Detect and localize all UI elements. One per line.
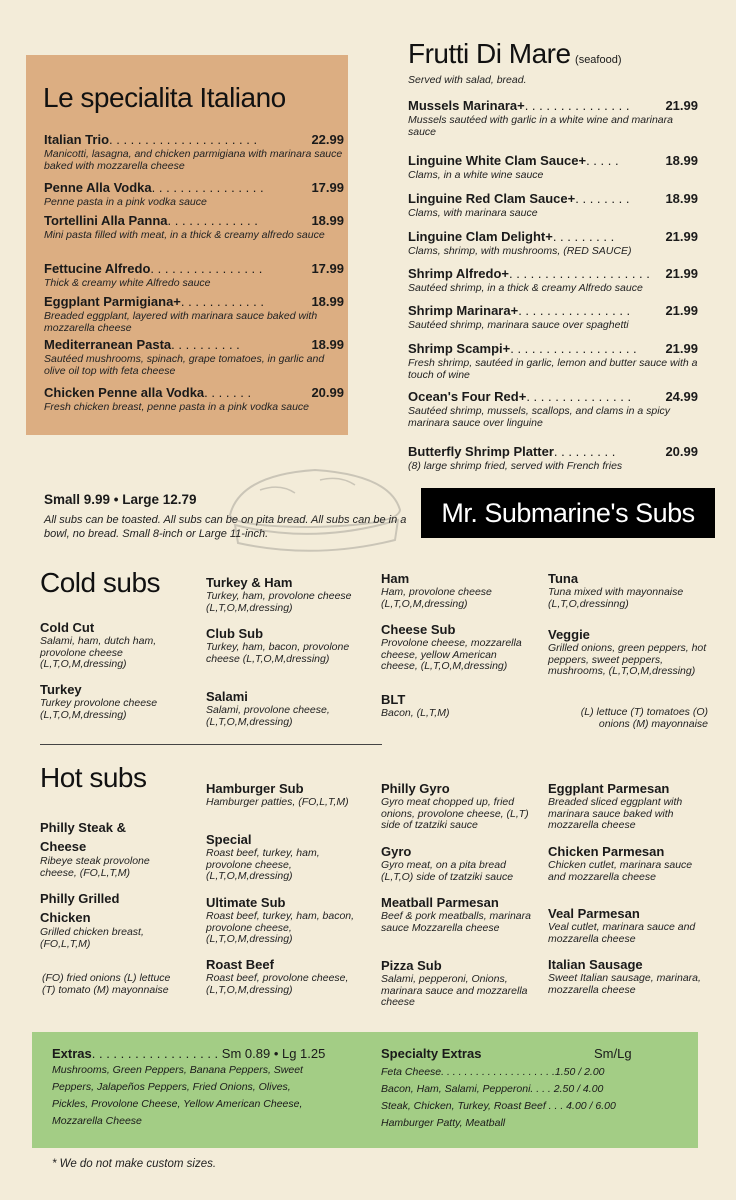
- subs-banner: Mr. Submarine's Subs: [421, 488, 715, 538]
- menu-item-name: Italian Trio: [44, 132, 110, 147]
- seafood-title-note: (seafood): [575, 54, 622, 66]
- menu-item-name-line: [408, 229, 614, 245]
- menu-item-name: Shrimp Scampi+: [408, 341, 511, 356]
- sub-description: Salami, provolone cheese, (L,T,O,M,dressing): [206, 704, 330, 728]
- seafood-menu-item: [408, 98, 698, 138]
- menu-item-row: [44, 132, 344, 148]
- cold-sub-item: [206, 575, 356, 614]
- menu-item-name: Butterfly Shrimp Platter: [408, 444, 554, 459]
- menu-item-price: 20.99: [665, 444, 698, 459]
- menu-item-name: Tortellini Alla Panna: [44, 213, 168, 228]
- menu-item-description: Clams, with marinara sauce: [408, 207, 538, 219]
- extras-dots: . . . . . . . . . . . . . . . . . .: [91, 1046, 219, 1061]
- cold-sub-item: [548, 627, 708, 678]
- sub-description: Salami, ham, dutch ham, provolone cheese (L,T,O,M,dressing): [40, 635, 157, 670]
- cold-sub-item: [381, 571, 531, 610]
- sub-name: Roast Beef: [206, 957, 274, 972]
- sub-description: Turkey, ham, provolone cheese (L,T,O,M,dressing): [206, 590, 352, 614]
- menu-item-row: [408, 389, 698, 405]
- menu-item-dots: . . . . . . . . .: [553, 444, 616, 459]
- sub-description: Gyro meat chopped up, fried onions, provolone cheese, (L,T) side of tzatziki sauce: [381, 796, 529, 831]
- menu-item-name-line: [44, 180, 264, 196]
- menu-item-price: 20.99: [311, 385, 344, 400]
- seafood-menu-item: [408, 444, 698, 472]
- menu-item-name-line: [408, 389, 631, 405]
- sub-name: Turkey & Ham: [206, 575, 293, 590]
- menu-item-dots: . . . . . . . . . . . . . . . . . . . .: [509, 266, 650, 281]
- hot-sub-item: [206, 957, 361, 996]
- menu-item-price: 21.99: [665, 98, 698, 113]
- seafood-title: Frutti Di Mare: [408, 38, 571, 69]
- menu-item-dots: . . . . . . . . . . . . . . .: [526, 389, 632, 404]
- menu-item-row: [408, 229, 698, 245]
- menu-item-description: Clams, shrimp, with mushrooms, (RED SAUCE): [408, 245, 632, 257]
- extras-desc-line: Peppers, Jalapeños Peppers, Fried Onions, Olives,: [52, 1081, 291, 1093]
- extras-desc-line: Mushrooms, Green Peppers, Banana Peppers, Sweet: [52, 1064, 303, 1076]
- sub-description: Grilled chicken breast, (FO,L,T,M): [40, 926, 144, 950]
- specialty-extras-title: Specialty Extras: [381, 1046, 482, 1061]
- hot-sub-item: [381, 958, 536, 1009]
- menu-item-row: [44, 385, 344, 401]
- sub-description: Veal cutlet, marinara sauce and mozzarella cheese: [548, 921, 696, 945]
- menu-item-description: Clams, in a white wine sauce: [408, 169, 544, 181]
- seafood-heading: [408, 38, 622, 70]
- seafood-menu-item: [408, 153, 698, 181]
- hot-subs-legend: (FO) fried onions (L) lettuce (T) tomato (M) mayonnaise: [42, 972, 171, 996]
- menu-item-description: Penne pasta in a pink vodka sauce: [44, 196, 207, 208]
- menu-item-row: [44, 180, 344, 196]
- menu-item-row: [408, 341, 698, 357]
- specialty-extra-item: Feta Cheese. . . . . . . . . . . . . . . . . . . .1.50 / 2.00: [381, 1066, 605, 1078]
- extras-desc-line: Pickles, Provolone Cheese, Yellow American Cheese,: [52, 1098, 303, 1110]
- extras-description: [52, 1062, 303, 1130]
- menu-item-row: [44, 213, 344, 229]
- menu-item-row: [408, 303, 698, 319]
- menu-item-dots: . . . . . . . . . .: [171, 337, 240, 352]
- sub-description: Breaded sliced eggplant with marinara sauce baked with mozzarella cheese: [548, 796, 683, 831]
- sub-description: Gyro meat, on a pita bread (L,T,O) side of tzatziki sauce: [381, 859, 514, 883]
- menu-item-name: Penne Alla Vodka: [44, 180, 152, 195]
- sub-name: Chicken Parmesan: [548, 844, 665, 859]
- sub-name: Veggie: [548, 627, 590, 642]
- sub-name: Salami: [206, 689, 248, 704]
- italiano-title: Le specialita Italiano: [43, 82, 286, 113]
- sub-name: Veal Parmesan: [548, 906, 640, 921]
- seafood-menu-item: [408, 341, 698, 381]
- italiano-menu-item: [44, 132, 344, 172]
- menu-item-name-line: [408, 444, 615, 460]
- sub-description: Salami, pepperoni, Onions, marinara sauce and mozzarella cheese: [381, 973, 528, 1008]
- menu-item-row: [408, 266, 698, 282]
- footnote: * We do not make custom sizes.: [52, 1158, 217, 1170]
- menu-item-price: 17.99: [311, 261, 344, 276]
- sub-description: Roast beef, provolone cheese,(L,T,O,M,dressing): [206, 972, 349, 996]
- menu-item-description: Breaded eggplant, layered with marinara sauce baked with mozzarella cheese: [44, 310, 318, 334]
- menu-item-name-line: [408, 341, 637, 357]
- subs-note: All subs can be toasted. All subs can be on pita bread. All subs can be in a bowl, no bread. Small 8-inch or Large 11-inch.: [44, 514, 407, 540]
- sub-name: Eggplant Parmesan: [548, 781, 670, 796]
- menu-item-description: Sautéed shrimp, mussels, scallops, and clams in a spicy marinara sauce over linguine: [408, 405, 671, 429]
- menu-item-dots: . . . . . . . . . . . . . . . .: [518, 303, 631, 318]
- sub-description: Roast beef, turkey, ham, bacon, provolone cheese, (L,T,O,M,dressing): [206, 910, 355, 945]
- sub-description: Turkey provolone cheese (L,T,O,M,dressing): [40, 697, 158, 721]
- seafood-menu-item: [408, 266, 698, 294]
- menu-item-name: Shrimp Marinara+: [408, 303, 519, 318]
- menu-item-description: (8) large shrimp fried, served with French fries: [408, 460, 623, 472]
- hot-subs-title: Hot subs: [40, 762, 147, 793]
- cold-subs-title: Cold subs: [40, 567, 161, 598]
- hot-sub-item: [381, 895, 536, 934]
- menu-item-dots: . . . . . . . . . . . . .: [167, 213, 258, 228]
- hot-sub-item: [206, 832, 361, 883]
- menu-item-description: Sautéed shrimp, marinara sauce over spaghetti: [408, 319, 629, 331]
- hot-sub-item: [548, 906, 703, 945]
- seafood-menu-item: [408, 303, 698, 331]
- seafood-menu-item: [408, 191, 698, 219]
- menu-item-dots: . . . . . . .: [204, 385, 252, 400]
- hot-sub-item: [548, 781, 703, 832]
- menu-item-dots: . . . . . . . . . . . . . . . .: [150, 261, 263, 276]
- sub-description: Roast beef, turkey, ham, provolone cheese, (L,T,O,M,dressing): [206, 847, 320, 882]
- menu-item-name-line: [408, 98, 629, 114]
- sub-name: Meatball Parmesan: [381, 895, 499, 910]
- extras-desc-line: Mozzarella Cheese: [52, 1115, 142, 1127]
- menu-item-dots: . . . . . . . . . . . . . . . . . .: [510, 341, 637, 356]
- menu-item-name: Linguine Clam Delight+: [408, 229, 553, 244]
- extras-price: Sm 0.89 • Lg 1.25: [221, 1046, 326, 1061]
- extras-name: Extras: [52, 1046, 92, 1061]
- cold-sub-item: [381, 622, 531, 673]
- menu-item-price: 18.99: [665, 191, 698, 206]
- menu-item-name: Linguine White Clam Sauce+: [408, 153, 587, 168]
- menu-item-row: [408, 98, 698, 114]
- menu-item-price: 21.99: [665, 266, 698, 281]
- menu-item-price: 24.99: [665, 389, 698, 404]
- menu-item-name: Eggplant Parmigiana+: [44, 294, 181, 309]
- menu-item-price: 21.99: [665, 341, 698, 356]
- sub-name: Pizza Sub: [381, 958, 442, 973]
- menu-item-name-line: [44, 294, 264, 310]
- sub-description: Ribeye steak provolone cheese, (FO,L,T,M): [40, 855, 150, 879]
- sub-name: Italian Sausage: [548, 957, 643, 972]
- sub-name: Ham: [381, 571, 410, 586]
- italiano-menu-item: [44, 337, 344, 377]
- sub-description: Hamburger patties, (FO,L,T,M): [206, 796, 349, 808]
- menu-item-description: Sautéed mushrooms, spinach, grape tomatoes, in garlic and olive oil top with feta cheese: [44, 353, 325, 377]
- cold-sub-item: [40, 682, 190, 721]
- italiano-menu-item: [44, 385, 344, 413]
- menu-item-price: 18.99: [311, 294, 344, 309]
- cold-sub-item: [206, 689, 356, 728]
- cold-sub-item: [206, 626, 356, 665]
- menu-item-name-line: [408, 266, 650, 282]
- menu-item-price: 17.99: [311, 180, 344, 195]
- menu-item-name-line: [408, 191, 629, 207]
- menu-item-row: [408, 191, 698, 207]
- menu-item-name: Mussels Marinara+: [408, 98, 525, 113]
- sub-name: Philly Grilled Chicken: [40, 891, 120, 925]
- menu-item-row: [44, 261, 344, 277]
- menu-item-price: 21.99: [665, 303, 698, 318]
- sub-name: BLT: [381, 692, 406, 707]
- sub-description: Provolone cheese, mozzarella cheese, yellow American cheese, (L,T,O,M,dressing): [381, 637, 522, 672]
- menu-item-name-line: [44, 261, 262, 277]
- hot-sub-item: [381, 781, 536, 832]
- hot-sub-item: [548, 957, 703, 996]
- menu-item-name-line: [44, 132, 257, 148]
- sub-description: Beef & pork meatballs, marinara sauce Mozzarella cheese: [381, 910, 531, 934]
- seafood-menu-item: [408, 229, 698, 257]
- hot-sub-item: [40, 889, 168, 950]
- sub-description: Ham, provolone cheese (L,T,O,M,dressing): [381, 586, 492, 610]
- cold-subs-legend: (L) lettuce (T) tomatoes (O) onions (M) mayonnaise: [580, 706, 708, 730]
- menu-item-dots: . . . . . . . . . . . .: [180, 294, 264, 309]
- menu-item-name-line: [44, 213, 258, 229]
- sub-name: Hamburger Sub: [206, 781, 304, 796]
- specialty-extra-item: Bacon, Ham, Salami, Pepperoni. . . . 2.50 / 4.00: [381, 1083, 604, 1095]
- menu-item-name: Mediterranean Pasta: [44, 337, 172, 352]
- seafood-subtitle: Served with salad, bread.: [408, 74, 527, 86]
- sub-name: Cold Cut: [40, 620, 95, 635]
- sub-description: Chicken cutlet, marinara sauce and mozzarella cheese: [548, 859, 693, 883]
- specialty-extra-item: Steak, Chicken, Turkey, Roast Beef . . . 4.00 / 6.00: [381, 1100, 616, 1112]
- menu-item-row: [408, 444, 698, 460]
- seafood-menu-item: [408, 389, 698, 429]
- menu-item-price: 18.99: [665, 153, 698, 168]
- cold-sub-item: [381, 692, 531, 720]
- italiano-menu-item: [44, 261, 344, 289]
- menu-item-name: Ocean's Four Red+: [408, 389, 527, 404]
- sub-name: Ultimate Sub: [206, 895, 286, 910]
- menu-item-name-line: [44, 337, 240, 353]
- menu-item-description: Thick & creamy white Alfredo sauce: [44, 277, 211, 289]
- menu-item-dots: . . . . . . . . . . . . . . .: [524, 98, 630, 113]
- italiano-menu-item: [44, 294, 344, 334]
- sub-description: Sweet Italian sausage, marinara, mozzarella cheese: [548, 972, 701, 996]
- cold-sub-item: [548, 571, 708, 610]
- menu-item-dots: . . . . . . . . . . . . . . . .: [151, 180, 264, 195]
- hot-sub-item: [206, 781, 361, 809]
- menu-item-name-line: [408, 153, 619, 169]
- menu-item-name: Fettucine Alfredo: [44, 261, 151, 276]
- menu-item-description: Sautéed shrimp, in a thick & creamy Alfredo sauce: [408, 282, 643, 294]
- subs-sizes: Small 9.99 • Large 12.79: [44, 492, 197, 507]
- menu-item-name: Chicken Penne alla Vodka: [44, 385, 205, 400]
- menu-item-name: Linguine Red Clam Sauce+: [408, 191, 576, 206]
- sandwich-illustration: [220, 455, 410, 565]
- sub-name: Special: [206, 832, 252, 847]
- sub-description: Tuna mixed with mayonnaise (L,T,O,dressinng): [548, 586, 684, 610]
- sub-name: Club Sub: [206, 626, 264, 641]
- hot-sub-item: [381, 844, 536, 883]
- menu-item-dots: . . . . . . . .: [575, 191, 630, 206]
- menu-item-name-line: [408, 303, 630, 319]
- hot-sub-item: [40, 818, 168, 879]
- menu-item-dots: . . . . . . . . . . . . . . . . . . . . .: [109, 132, 258, 147]
- sub-name: Turkey: [40, 682, 82, 697]
- italiano-menu-item: [44, 213, 344, 241]
- menu-item-description: Mini pasta filled with meat, in a thick & creamy alfredo sauce: [44, 229, 325, 241]
- sub-name: Gyro: [381, 844, 412, 859]
- menu-item-row: [44, 294, 344, 310]
- sub-description: Turkey, ham, bacon, provolone cheese (L,T,O,M,dressing): [206, 641, 350, 665]
- italiano-menu-item: [44, 180, 344, 208]
- menu-item-price: 22.99: [311, 132, 344, 147]
- specialty-extra-item: Hamburger Patty, Meatball: [381, 1117, 506, 1129]
- specialty-extras-list: [381, 1064, 616, 1132]
- hot-sub-item: [548, 844, 703, 883]
- sub-description: Bacon, (L,T,M): [381, 707, 450, 719]
- menu-item-row: [44, 337, 344, 353]
- menu-item-dots: . . . . . . . . .: [552, 229, 615, 244]
- menu-item-price: 18.99: [311, 213, 344, 228]
- sub-name: Philly Steak & Cheese: [40, 820, 126, 854]
- subs-divider: [40, 744, 382, 745]
- menu-item-dots: . . . . .: [586, 153, 619, 168]
- sub-name: Tuna: [548, 571, 579, 586]
- menu-item-name-line: [44, 385, 251, 401]
- extras-header: [52, 1046, 325, 1061]
- hot-sub-item: [206, 895, 361, 946]
- menu-item-description: Manicotti, lasagna, and chicken parmigiana with marinara sauce baked with mozzarella cheese: [44, 148, 343, 172]
- sub-name: Philly Gyro: [381, 781, 450, 796]
- menu-item-description: Mussels sautéed with garlic in a white wine and marinara sauce: [408, 114, 673, 138]
- sub-name: Cheese Sub: [381, 622, 456, 637]
- menu-item-price: 18.99: [311, 337, 344, 352]
- menu-item-description: Fresh chicken breast, penne pasta in a pink vodka sauce: [44, 401, 309, 413]
- menu-item-row: [408, 153, 698, 169]
- menu-item-price: 21.99: [665, 229, 698, 244]
- sub-description: Grilled onions, green peppers, hot peppers, sweet peppers, mushrooms, (L,T,O,M,dressing): [548, 642, 707, 677]
- menu-item-description: Fresh shrimp, sautéed in garlic, lemon and butter sauce with a touch of wine: [408, 357, 698, 381]
- menu-item-name: Shrimp Alfredo+: [408, 266, 510, 281]
- specialty-extras-sizes: Sm/Lg: [594, 1046, 632, 1061]
- cold-sub-item: [40, 620, 190, 671]
